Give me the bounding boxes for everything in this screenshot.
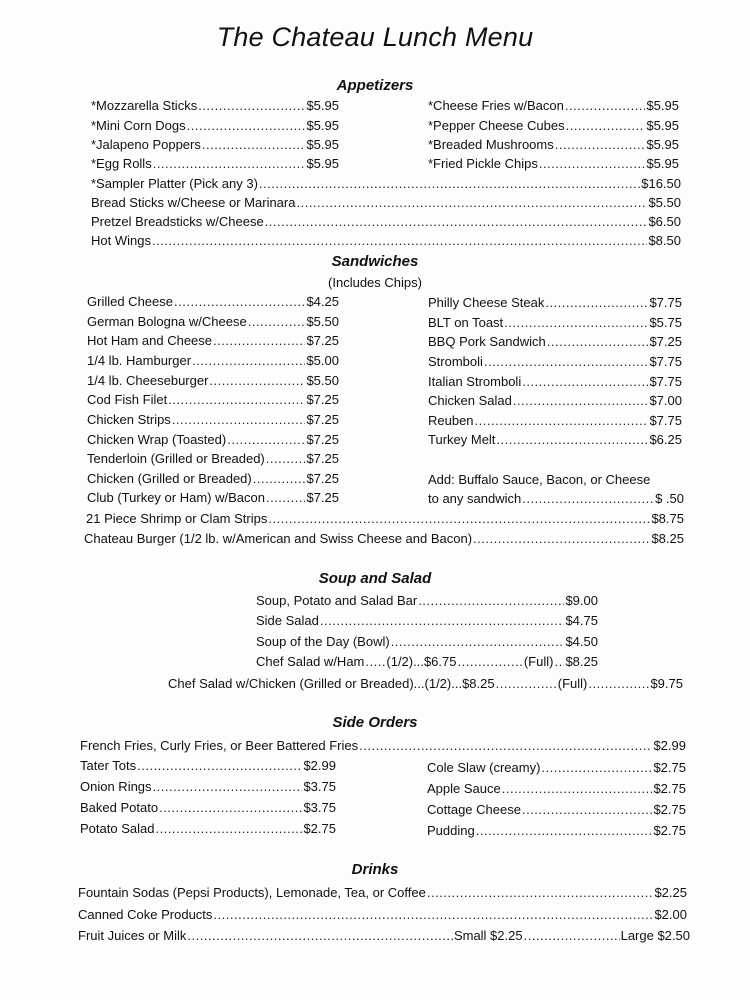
item-price: $6.50	[648, 214, 681, 229]
menu-item	[80, 738, 686, 754]
item-price: $4.50	[565, 634, 598, 649]
menu-item	[91, 214, 681, 230]
full-label: (Full)	[523, 654, 554, 669]
item-name: *Jalapeno Poppers	[91, 137, 201, 152]
item-price: $7.25	[306, 432, 339, 447]
item-name: Onion Rings	[80, 779, 152, 794]
item-price: $5.95	[646, 118, 679, 133]
item-name: *Mozzarella Sticks	[91, 98, 198, 113]
appetizers-heading: Appetizers	[336, 77, 414, 94]
item-name: Baked Potato	[80, 800, 159, 815]
menu-item	[428, 491, 684, 507]
item-price: $7.25	[306, 451, 339, 466]
menu-item	[428, 334, 682, 350]
menu-item	[428, 118, 679, 134]
item-price: $5.95	[306, 156, 339, 171]
item-name: Cottage Cheese	[427, 802, 521, 817]
item-name: 21 Piece Shrimp or Clam Strips	[86, 511, 268, 526]
menu-item	[428, 98, 679, 114]
sandwiches-subheading: (Includes Chips)	[328, 275, 422, 290]
item-price: $5.95	[306, 98, 339, 113]
item-name: Reuben	[428, 413, 474, 428]
item-price: $2.75	[653, 781, 686, 796]
item-price: $7.75	[649, 295, 682, 310]
item-name: French Fries, Curly Fries, or Beer Battered Fries	[80, 738, 359, 753]
item-price: $6.25	[649, 432, 682, 447]
item-price: $5.95	[306, 137, 339, 152]
item-price: $2.75	[653, 823, 686, 838]
menu-item	[91, 118, 339, 134]
menu-item	[87, 412, 339, 428]
item-name: Chicken Strips	[87, 412, 171, 427]
item-name: *Sampler Platter (Pick any 3)	[91, 176, 258, 191]
menu-item	[428, 432, 682, 448]
menu-item	[78, 928, 690, 944]
half-price: (1/2)...$8.25	[424, 676, 495, 691]
menu-item	[91, 176, 681, 192]
full-price: $9.75	[650, 676, 683, 691]
menu-item	[91, 156, 339, 172]
menu-item	[256, 593, 598, 609]
item-price: $7.00	[649, 393, 682, 408]
item-price: $ .50	[655, 491, 684, 506]
item-price: $3.75	[303, 800, 336, 815]
soup-salad-heading: Soup and Salad	[318, 570, 432, 587]
item-name: Hot Ham and Cheese	[87, 333, 213, 348]
item-name: German Bologna w/Cheese	[87, 314, 247, 329]
item-name: Chicken Wrap (Toasted)	[87, 432, 227, 447]
menu-title: The Chateau Lunch Menu	[216, 22, 534, 52]
menu-item	[427, 760, 686, 776]
menu-item	[84, 531, 684, 547]
item-price: $5.95	[306, 118, 339, 133]
sandwich-addon-note: Add: Buffalo Sauce, Bacon, or Cheese	[428, 472, 651, 487]
menu-item	[428, 156, 679, 172]
item-price: $2.75	[653, 802, 686, 817]
menu-item	[428, 137, 679, 153]
item-price: $5.95	[646, 137, 679, 152]
menu-item	[87, 490, 339, 506]
menu-item	[87, 432, 339, 448]
item-name: *Egg Rolls	[91, 156, 152, 171]
item-name: Apple Sauce	[427, 781, 501, 796]
menu-item	[87, 392, 339, 408]
item-price: $8.75	[651, 511, 684, 526]
menu-item	[256, 654, 598, 670]
item-name: Bread Sticks w/Cheese or Marinara	[91, 195, 296, 210]
item-price: $7.75	[649, 354, 682, 369]
item-name: Chicken Salad	[428, 393, 512, 408]
item-price: $7.25	[306, 333, 339, 348]
item-name: Club (Turkey or Ham) w/Bacon	[87, 490, 265, 505]
item-price: $2.75	[303, 821, 336, 836]
menu-item	[78, 907, 687, 923]
menu-item	[428, 374, 682, 390]
item-price: $5.95	[646, 156, 679, 171]
menu-item	[91, 233, 681, 249]
item-name: Soup, Potato and Salad Bar	[256, 593, 418, 608]
menu-item	[87, 471, 339, 487]
item-price: $7.25	[306, 412, 339, 427]
item-name: *Cheese Fries w/Bacon	[428, 98, 564, 113]
item-name: Philly Cheese Steak	[428, 295, 545, 310]
menu-item	[427, 802, 686, 818]
menu-item	[87, 353, 339, 369]
item-name: 1/4 lb. Hamburger	[87, 353, 192, 368]
menu-item	[427, 823, 686, 839]
item-price: $7.25	[649, 334, 682, 349]
menu-item	[427, 781, 686, 797]
item-price: $9.00	[565, 593, 598, 608]
full-label: (Full)	[557, 676, 588, 691]
menu-item	[80, 779, 336, 795]
item-price: $7.25	[306, 392, 339, 407]
item-name: Italian Stromboli	[428, 374, 522, 389]
item-price: $5.00	[306, 353, 339, 368]
item-price: $5.75	[649, 315, 682, 330]
item-name: Turkey Melt	[428, 432, 496, 447]
item-name: BBQ Pork Sandwich	[428, 334, 546, 349]
item-name: *Fried Pickle Chips	[428, 156, 538, 171]
menu-item	[256, 634, 598, 650]
menu-item	[256, 613, 598, 629]
item-name: Potato Salad	[80, 821, 155, 836]
item-name: Canned Coke Products	[78, 907, 213, 922]
menu-item	[168, 676, 683, 692]
item-price: $7.25	[306, 490, 339, 505]
menu-item	[91, 195, 681, 211]
large-price: Large $2.50	[620, 928, 690, 943]
item-price: $7.75	[649, 413, 682, 428]
item-price: $2.00	[654, 907, 687, 922]
sandwiches-heading: Sandwiches	[331, 253, 419, 270]
item-price: $2.75	[653, 760, 686, 775]
item-name: Hot Wings	[91, 233, 151, 248]
menu-item	[87, 294, 339, 310]
item-name: Cole Slaw (creamy)	[427, 760, 541, 775]
full-price: $8.25	[565, 654, 598, 669]
item-name: Grilled Cheese	[87, 294, 173, 309]
menu-item	[91, 137, 339, 153]
menu-item	[87, 333, 339, 349]
item-price: $16.50	[641, 176, 681, 191]
drinks-heading: Drinks	[351, 861, 399, 878]
small-price: Small $2.25	[453, 928, 523, 943]
item-name: Tenderloin (Grilled or Breaded)	[87, 451, 265, 466]
menu-item	[91, 98, 339, 114]
item-name: Chef Salad w/Ham	[256, 654, 365, 669]
item-name: Tater Tots	[80, 758, 137, 773]
item-name: *Pepper Cheese Cubes	[428, 118, 565, 133]
item-name: to any sandwich	[428, 491, 522, 506]
item-name: Pretzel Breadsticks w/Cheese	[91, 214, 264, 229]
item-name: Cod Fish Filet	[87, 392, 168, 407]
item-name: Fruit Juices or Milk	[78, 928, 187, 943]
menu-item	[428, 354, 682, 370]
menu-item	[428, 393, 682, 409]
item-price: $3.75	[303, 779, 336, 794]
item-name: Pudding	[427, 823, 475, 838]
menu-item	[428, 413, 682, 429]
menu-item	[80, 821, 336, 837]
item-price: $2.99	[653, 738, 686, 753]
item-price: $7.25	[306, 471, 339, 486]
item-name: *Mini Corn Dogs	[91, 118, 186, 133]
menu-item	[428, 295, 682, 311]
item-price: $5.50	[306, 373, 339, 388]
item-price: $2.99	[303, 758, 336, 773]
menu-item	[428, 315, 682, 331]
item-price: $8.25	[651, 531, 684, 546]
item-price: $2.25	[654, 885, 687, 900]
item-name: Side Salad	[256, 613, 319, 628]
menu-item	[87, 451, 339, 467]
item-price: $8.50	[648, 233, 681, 248]
item-name: Soup of the Day (Bowl)	[256, 634, 390, 649]
item-price: $5.50	[648, 195, 681, 210]
menu-item	[87, 373, 339, 389]
item-price: $5.95	[646, 98, 679, 113]
menu-item	[78, 885, 687, 901]
side-orders-heading: Side Orders	[332, 714, 418, 731]
item-name: *Breaded Mushrooms	[428, 137, 554, 152]
item-price: $7.75	[649, 374, 682, 389]
item-name: BLT on Toast	[428, 315, 504, 330]
item-price: $5.50	[306, 314, 339, 329]
item-name: Chateau Burger (1/2 lb. w/American and Swiss Cheese and Bacon)	[84, 531, 473, 546]
item-price: $4.75	[565, 613, 598, 628]
menu-item	[80, 800, 336, 816]
item-name: Fountain Sodas (Pepsi Products), Lemonade, Tea, or Coffee	[78, 885, 426, 900]
item-name: 1/4 lb. Cheeseburger	[87, 373, 209, 388]
menu-item	[86, 511, 684, 527]
menu-item	[87, 314, 339, 330]
menu-item	[80, 758, 336, 774]
item-name: Chicken (Grilled or Breaded)	[87, 471, 252, 486]
item-price: $4.25	[306, 294, 339, 309]
half-price: (1/2)...$6.75	[386, 654, 457, 669]
item-name: Chef Salad w/Chicken (Grilled or Breaded)...	[168, 676, 425, 691]
item-name: Stromboli	[428, 354, 483, 369]
